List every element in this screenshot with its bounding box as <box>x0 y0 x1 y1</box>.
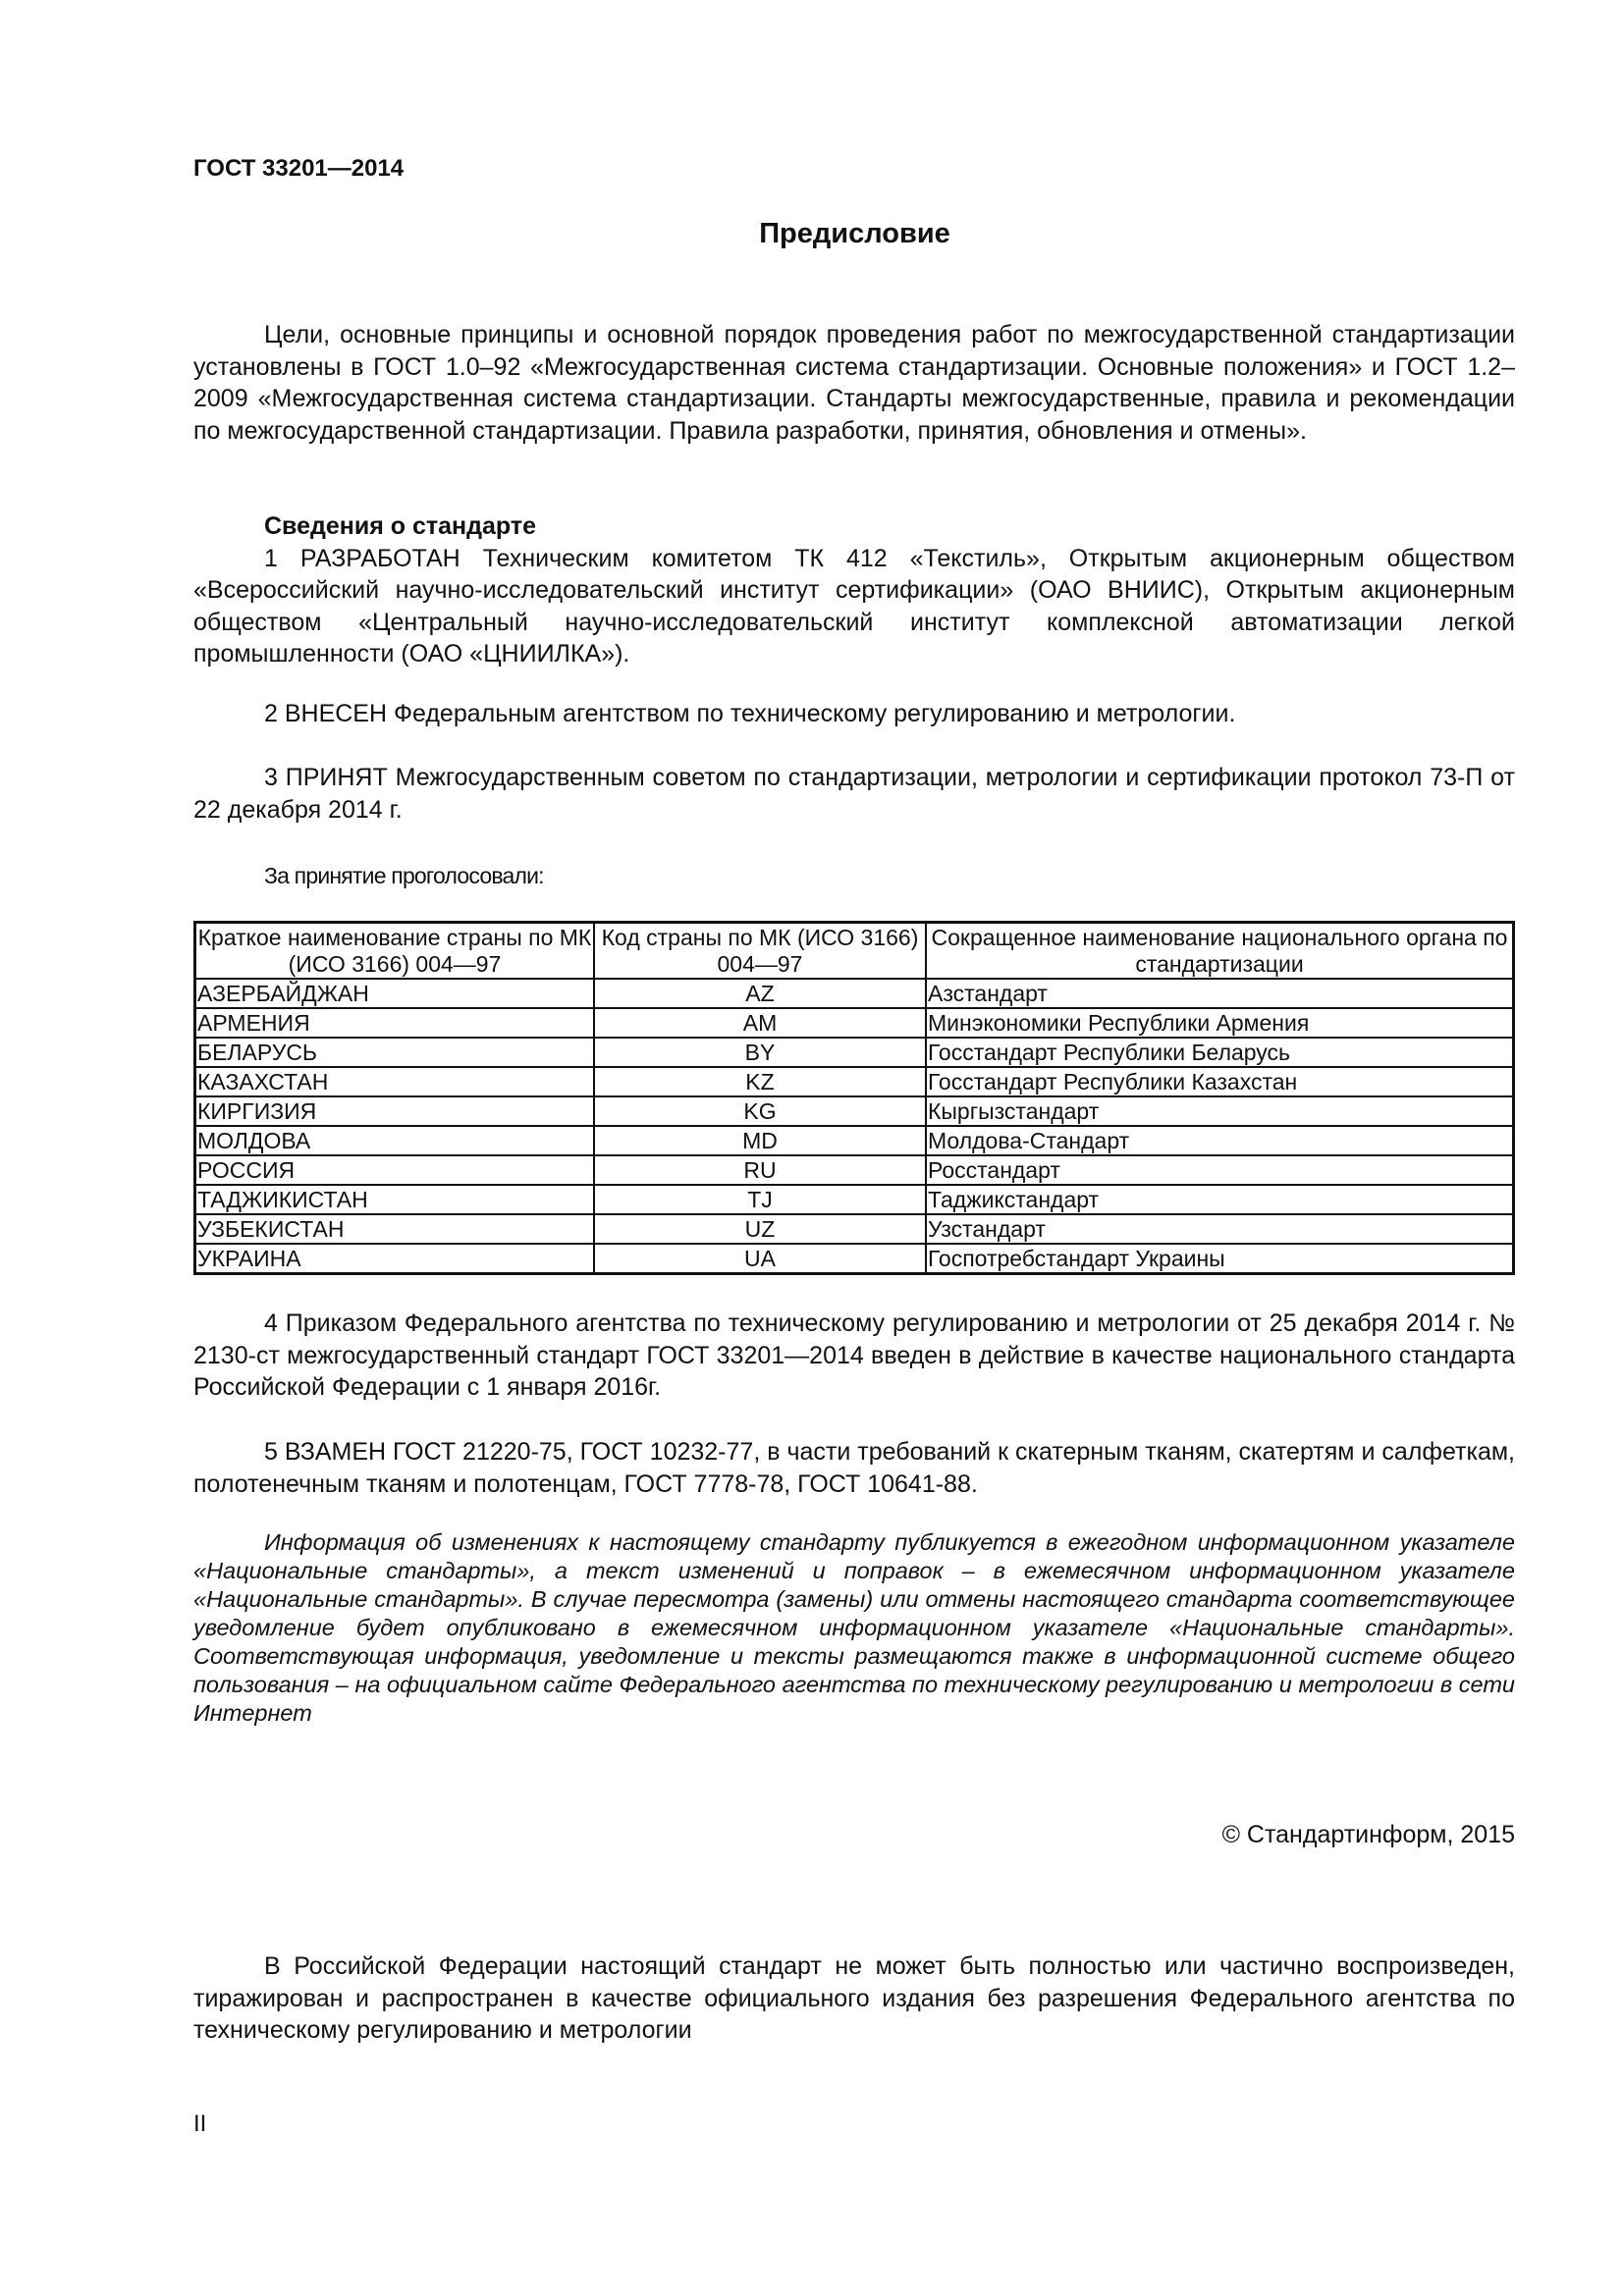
document-id-header: ГОСТ 33201—2014 <box>193 155 405 182</box>
voting-countries-table <box>193 921 1515 1275</box>
code-cell: KZ <box>594 1067 926 1096</box>
code-cell: TJ <box>594 1185 926 1214</box>
code-cell: MD <box>594 1126 926 1155</box>
country-cell: АЗЕРБАЙДЖАН <box>195 979 595 1008</box>
body-cell: Росстандарт <box>926 1155 1514 1185</box>
changes-notice: Информация об изменениях к настоящему стандарту публикуется в ежегодном информационном указателе «Национальные стандарты», а текст изменений и поправок – в ежемесячном информационном указателе «Национальные стандарты». В случае пересмотра (замены) или отмены настоящего стандарта соответствующее уведомление будет опубликовано в ежемесячном информационном указателе «Национальные стандарты». Соответствующая информация, уведомление и тексты размещаются также в информационной системе общего пользования – на официальном сайте Федерального агентства по техническому регулированию и метрологии в сети Интернет <box>193 1529 1515 1726</box>
info-item-2: 2 ВНЕСЕН Федеральным агентством по техническому регулированию и метрологии. <box>264 700 1236 727</box>
table-row <box>195 1008 1514 1038</box>
body-cell: Госстандарт Республики Казахстан <box>926 1067 1514 1096</box>
table-row <box>195 1126 1514 1155</box>
body-cell: Узстандарт <box>926 1214 1514 1244</box>
table-row <box>195 1096 1514 1126</box>
country-cell: ТАДЖИКИСТАН <box>195 1185 595 1214</box>
column-header-body: Сокращенное наименование национального органа по стандартизации <box>926 923 1514 980</box>
reproduction-notice-block <box>193 1950 1515 2047</box>
table-row <box>195 979 1514 1008</box>
body-cell: Госстандарт Республики Беларусь <box>926 1038 1514 1067</box>
intro-section <box>193 319 1515 447</box>
info-item-5: 5 ВЗАМЕН ГОСТ 21220-75, ГОСТ 10232-77, в части требований к скатерным тканям, скатертям и салфеткам, полотенечным тканям и полотенцам, ГОСТ 7778-78, ГОСТ 10641-88. <box>193 1438 1515 1498</box>
table-row <box>195 1067 1514 1096</box>
column-header-country: Краткое наименование страны по МК (ИСО 3166) 004—97 <box>195 923 595 980</box>
table-row <box>195 1185 1514 1214</box>
code-cell: KG <box>594 1096 926 1126</box>
changes-notice-block <box>193 1528 1515 1728</box>
table-header-row <box>195 923 1514 980</box>
info-item-2-block <box>193 698 1515 730</box>
code-cell: RU <box>594 1155 926 1185</box>
country-cell: КАЗАХСТАН <box>195 1067 595 1096</box>
info-item-3-block <box>193 762 1515 826</box>
info-item-5-block <box>193 1436 1515 1500</box>
table-row <box>195 1244 1514 1274</box>
body-cell: Молдова-Стандарт <box>926 1126 1514 1155</box>
voted-label-block <box>193 860 1515 892</box>
body-cell: Госпотребстандарт Украины <box>926 1244 1514 1274</box>
column-header-code: Код страны по МК (ИСО 3166) 004—97 <box>594 923 926 980</box>
code-cell: BY <box>594 1038 926 1067</box>
country-cell: АРМЕНИЯ <box>195 1008 595 1038</box>
info-item-4: 4 Приказом Федерального агентства по техническому регулированию и метрологии от 25 декабря 2014 г. № 2130-ст межгосударственный стандарт ГОСТ 33201—2014 введен в действие в качестве национального стандарта Российской Федерации с 1 января 2016г. <box>193 1309 1515 1401</box>
info-item-3: 3 ПРИНЯТ Межгосударственным советом по стандартизации, метрологии и сертификации протокол 73-П от 22 декабря 2014 г. <box>193 764 1515 824</box>
copyright-notice: © Стандартинформ, 2015 <box>1221 1821 1515 1848</box>
body-cell: Таджикстандарт <box>926 1185 1514 1214</box>
country-cell: КИРГИЗИЯ <box>195 1096 595 1126</box>
body-cell: Кыргызстандарт <box>926 1096 1514 1126</box>
country-cell: УЗБЕКИСТАН <box>195 1214 595 1244</box>
table-row <box>195 1214 1514 1244</box>
table-row <box>195 1038 1514 1067</box>
country-cell: БЕЛАРУСЬ <box>195 1038 595 1067</box>
info-item-4-block <box>193 1308 1515 1404</box>
country-cell: РОССИЯ <box>195 1155 595 1185</box>
intro-paragraph: Цели, основные принципы и основной порядок проведения работ по межгосударственной стандартизации установлены в ГОСТ 1.0–92 «Межгосударственная система стандартизации. Основные положения» и ГОСТ 1.2–2009 «Межгосударственная система стандартизации. Стандарты межгосударственные, правила и рекомендации по межгосударственной стандартизации. Правила разработки, принятия, обновления и отмены». <box>193 321 1515 445</box>
country-cell: УКРАИНА <box>195 1244 595 1274</box>
voted-label: За принятие проголосовали: <box>264 863 544 888</box>
standard-info-section <box>193 510 1515 670</box>
info-item-1: 1 РАЗРАБОТАН Техническим комитетом ТК 412 «Текстиль», Открытым акционерным обществом «Всероссийский научно-исследовательский институт сертификации» (ОАО ВНИИС), Открытым акционерным обществом «Центральный научно-исследовательский институт комплексной автоматизации легкой промышленности (ОАО «ЦНИИЛКА»). <box>193 544 1515 667</box>
standard-info-heading: Сведения о стандарте <box>264 512 537 540</box>
body-cell: Минэкономики Республики Армения <box>926 1008 1514 1038</box>
page-number: II <box>193 2110 207 2137</box>
code-cell: UZ <box>594 1214 926 1244</box>
code-cell: AM <box>594 1008 926 1038</box>
table-row <box>195 1155 1514 1185</box>
body-cell: Азстандарт <box>926 979 1514 1008</box>
code-cell: AZ <box>594 979 926 1008</box>
reproduction-notice: В Российской Федерации настоящий стандарт не может быть полностью или частично воспроизведен, тиражирован и распространен в качестве официального издания без разрешения Федерального агентства по техническому регулированию и метрологии <box>193 1952 1515 2044</box>
country-cell: МОЛДОВА <box>195 1126 595 1155</box>
code-cell: UA <box>594 1244 926 1274</box>
page-title: Предисловие <box>759 218 950 249</box>
